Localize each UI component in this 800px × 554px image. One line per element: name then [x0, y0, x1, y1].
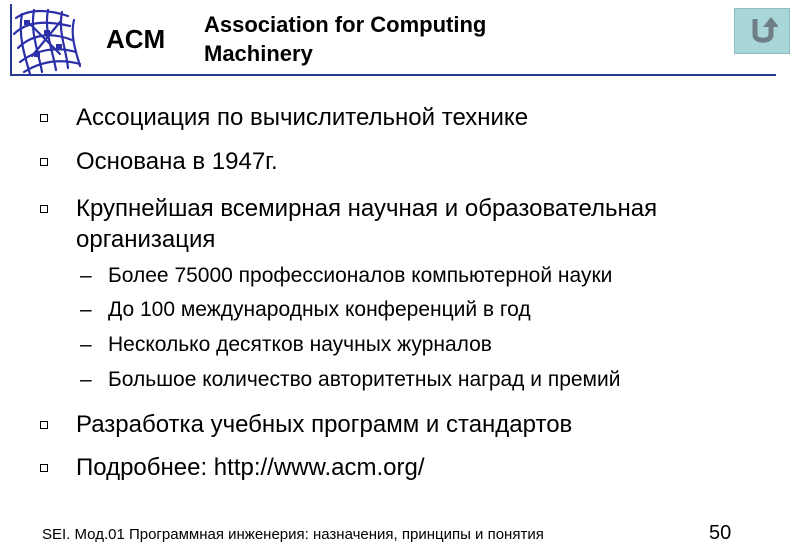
bullet-text: Подробнее: http://www.acm.org/ — [76, 454, 425, 481]
slide-title — [204, 10, 486, 68]
bullet-item — [76, 193, 657, 255]
bullet-text-line2: организация — [76, 226, 216, 253]
footer-course-title: SEI. Мод.01 Программная инженерия: назначения, принципы и понятия — [42, 526, 544, 543]
sub-bullet-dash: – — [80, 298, 92, 321]
sub-bullet-item — [80, 367, 621, 393]
sub-bullet-item — [80, 263, 613, 289]
sub-bullet-text: Несколько десятков научных журналов — [108, 333, 492, 356]
slide-title-line2: Machinery — [204, 41, 313, 66]
slide-title-line1: Association for Computing — [204, 12, 487, 37]
sub-bullet-dash: – — [80, 333, 92, 356]
sub-bullet-dash: – — [80, 368, 92, 391]
sub-bullet-text: До 100 международных конференций в год — [108, 298, 531, 321]
sub-bullet-text: Более 75000 профессионалов компьютерной науки — [108, 264, 613, 287]
sub-bullet-item — [80, 297, 531, 323]
sub-bullet-text: Большое количество авторитетных наград и премий — [108, 368, 621, 391]
return-button[interactable] — [734, 8, 790, 54]
bullet-text: Разработка учебных программ и стандартов — [76, 411, 573, 438]
sub-bullet-item — [80, 332, 492, 358]
acm-logo-icon — [10, 4, 90, 76]
bullet-item — [76, 146, 278, 177]
bullet-marker — [40, 114, 48, 122]
bullet-item — [76, 409, 572, 440]
header-divider — [10, 74, 776, 76]
page-number: 50 — [709, 522, 732, 544]
acm-short-name: ACM — [106, 24, 166, 54]
return-arrow-icon — [748, 15, 778, 47]
bullet-text: Основана в 1947г. — [76, 148, 278, 175]
bullet-marker — [40, 158, 48, 166]
bullet-text: Ассоциация по вычислительной технике — [76, 104, 529, 131]
bullet-marker — [40, 205, 48, 213]
bullet-marker — [40, 464, 48, 472]
sub-bullet-dash: – — [80, 264, 92, 287]
bullet-item — [76, 102, 528, 133]
bullet-item — [76, 452, 425, 483]
bullet-text-line1: Крупнейшая всемирная научная и образовательная — [76, 195, 658, 222]
bullet-marker — [40, 421, 48, 429]
